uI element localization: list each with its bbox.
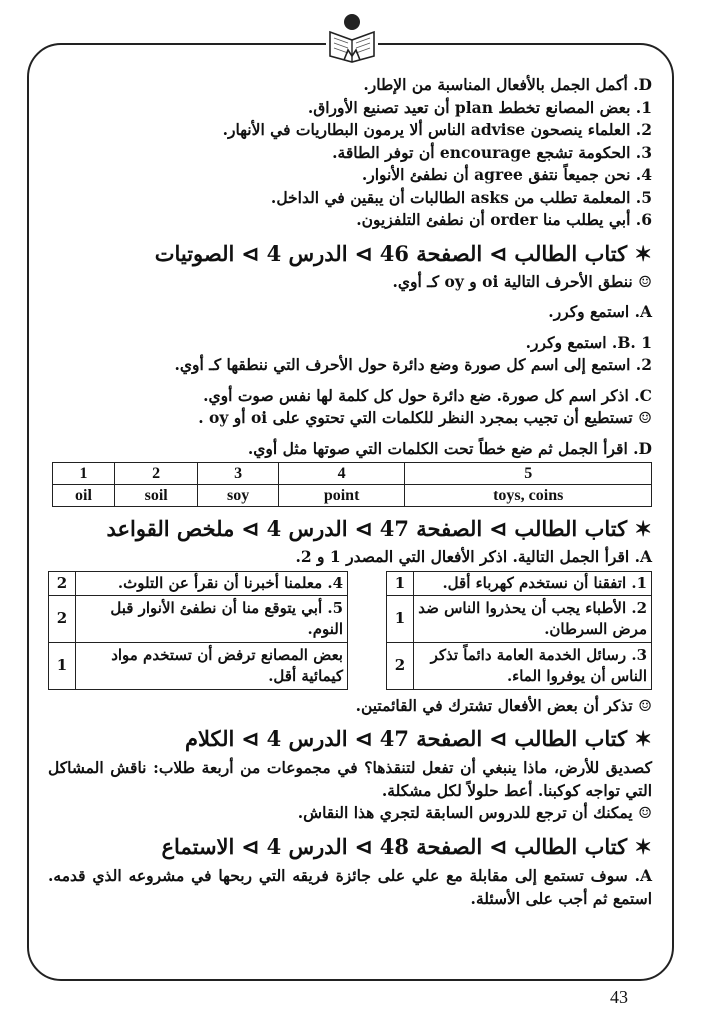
sentence-cell: بعض المصانع ترفض أن تستخدم مواد كيمائية أقل.	[76, 642, 348, 689]
speaking-heading: ✶ كتاب الطالب ⊳ الصفحة 47 ⊳ الدرس 4 ⊳ الكلام	[184, 726, 652, 751]
sentence-cell: 5. أبي يتوقع منا أن نطفئ الأنوار قبل النوم.	[76, 595, 348, 642]
table-cell-word: soy	[198, 485, 278, 507]
phonics-line: ☺ تستطيع أن تجيب بمجرد النظر للكلمات التي تحتوي على oi أو oy .	[198, 408, 652, 427]
table-row	[387, 571, 652, 595]
phonics-line: D. اقرأ الجمل ثم ضع خطاً تحت الكلمات التي صوتها مثل أوي.	[247, 438, 652, 458]
table-cell-word: point	[278, 485, 405, 507]
sentence-cell: 1. اتفقنا أن نستخدم كهرباء أقل.	[414, 571, 652, 595]
reading-child-logo-icon	[326, 10, 378, 64]
exercise-d-complete-sentences	[48, 74, 652, 232]
phonics-line: A. استمع وكرر.	[548, 302, 652, 321]
phonics-line: ☺ ننطق الأحرف التالية oi و oy كـ أوي.	[392, 271, 652, 291]
phonics-word-table	[52, 462, 652, 507]
grammar-table-left	[48, 571, 348, 690]
table-row	[53, 485, 652, 507]
table-cell-word: toys, coins	[405, 485, 652, 507]
phonics-heading: ✶ كتاب الطالب ⊳ الصفحة 46 ⊳ الدرس 4 ⊳ الصوتيات	[154, 240, 652, 266]
grammar-note: ☺ تذكر أن بعض الأفعال تشترك في القائمتين.	[355, 695, 652, 715]
answer-cell: 1	[387, 595, 414, 642]
answer-cell: 1	[49, 642, 76, 689]
table-row	[53, 463, 652, 485]
table-cell-number: 2	[114, 463, 198, 485]
exercise-line: D. أكمل الجمل بالأفعال المناسبة من الإطار.	[363, 75, 652, 94]
table-row	[49, 571, 348, 595]
table-row	[387, 642, 652, 689]
table-cell-number: 1	[53, 463, 115, 485]
speaking-note: ☺ يمكنك أن ترجع للدروس السابقة لتجري هذا النقاش.	[297, 803, 652, 822]
page-content	[48, 74, 652, 910]
exercise-line: 3. الحكومة تشجع encourage أن توفر الطاقة.	[332, 142, 652, 162]
phonics-line: B. 1. استمع وكرر.	[525, 332, 652, 352]
table-cell-word: oil	[53, 485, 115, 507]
answer-cell: 2	[49, 571, 76, 595]
grammar-tables	[48, 571, 652, 691]
listening-paragraph: A. سوف تستمع إلى مقابلة مع علي على جائزة فريقه التي ربحها في مشروعه الذي قدمه. استمع ثم أجب على الأسئلة.	[48, 865, 652, 908]
phonics-line: C. اذكر اسم كل صورة. ضع دائرة حول كل كلمة لها نفس صوت أوي.	[203, 385, 652, 405]
exercise-line: 6. أبي يطلب منا order أن نطفئ التلفزيون.	[356, 210, 652, 229]
listening-heading: ✶ كتاب الطالب ⊳ الصفحة 48 ⊳ الدرس 4 ⊳ الاستماع	[161, 833, 652, 859]
grammar-intro: A. اقرأ الجمل التالية. اذكر الأفعال التي المصدر 1 و 2.	[295, 547, 652, 566]
grammar-table-right	[386, 571, 652, 690]
table-cell-word: soil	[114, 485, 198, 507]
answer-cell: 1	[387, 571, 414, 595]
exercise-line: 5. المعلمة تطلب من asks الطالبات أن يبقين في الداخل.	[270, 187, 652, 207]
table-row	[49, 642, 348, 689]
answer-cell: 2	[49, 595, 76, 642]
exercise-line: 4. نحن جميعاً نتفق agree أن نطفئ الأنوار.	[361, 165, 652, 184]
table-cell-number: 5	[405, 463, 652, 485]
sentence-cell: 4. معلمنا أخبرنا أن نقرأ عن التلوث.	[76, 571, 348, 595]
sentence-cell: 3. رسائل الخدمة العامة دائماً تذكر الناس أن يوفروا الماء.	[414, 642, 652, 689]
speaking-paragraph: كصديق للأرض، ماذا ينبغي أن تفعل لتنقذها؟ في مجموعات من أربعة طلاب: ناقش المشاكل التي تواجه كوكبنا. أعط حلولاً لكل مشكلة.	[48, 758, 652, 800]
sentence-cell: 2. الأطباء يجب أن يحذروا الناس ضد مرض السرطان.	[414, 595, 652, 642]
page-number: 43	[610, 987, 628, 1007]
grammar-heading: ✶ كتاب الطالب ⊳ الصفحة 47 ⊳ الدرس 4 ⊳ ملخص القواعد	[106, 516, 652, 541]
table-row	[49, 595, 348, 642]
exercise-line: 1. بعض المصانع تخطط plan أن تعيد تصنيع الأوراق.	[307, 97, 652, 117]
answer-cell: 2	[387, 642, 414, 689]
table-cell-number: 4	[278, 463, 405, 485]
exercise-line: 2. العلماء ينصحون advise الناس ألا يرمون البطاريات في الأنهار.	[222, 120, 652, 139]
table-row	[387, 595, 652, 642]
phonics-line: 2. استمع إلى اسم كل صورة وضع دائرة حول الأحرف التي ننطقها كـ أوي.	[174, 355, 652, 374]
table-cell-number: 3	[198, 463, 278, 485]
